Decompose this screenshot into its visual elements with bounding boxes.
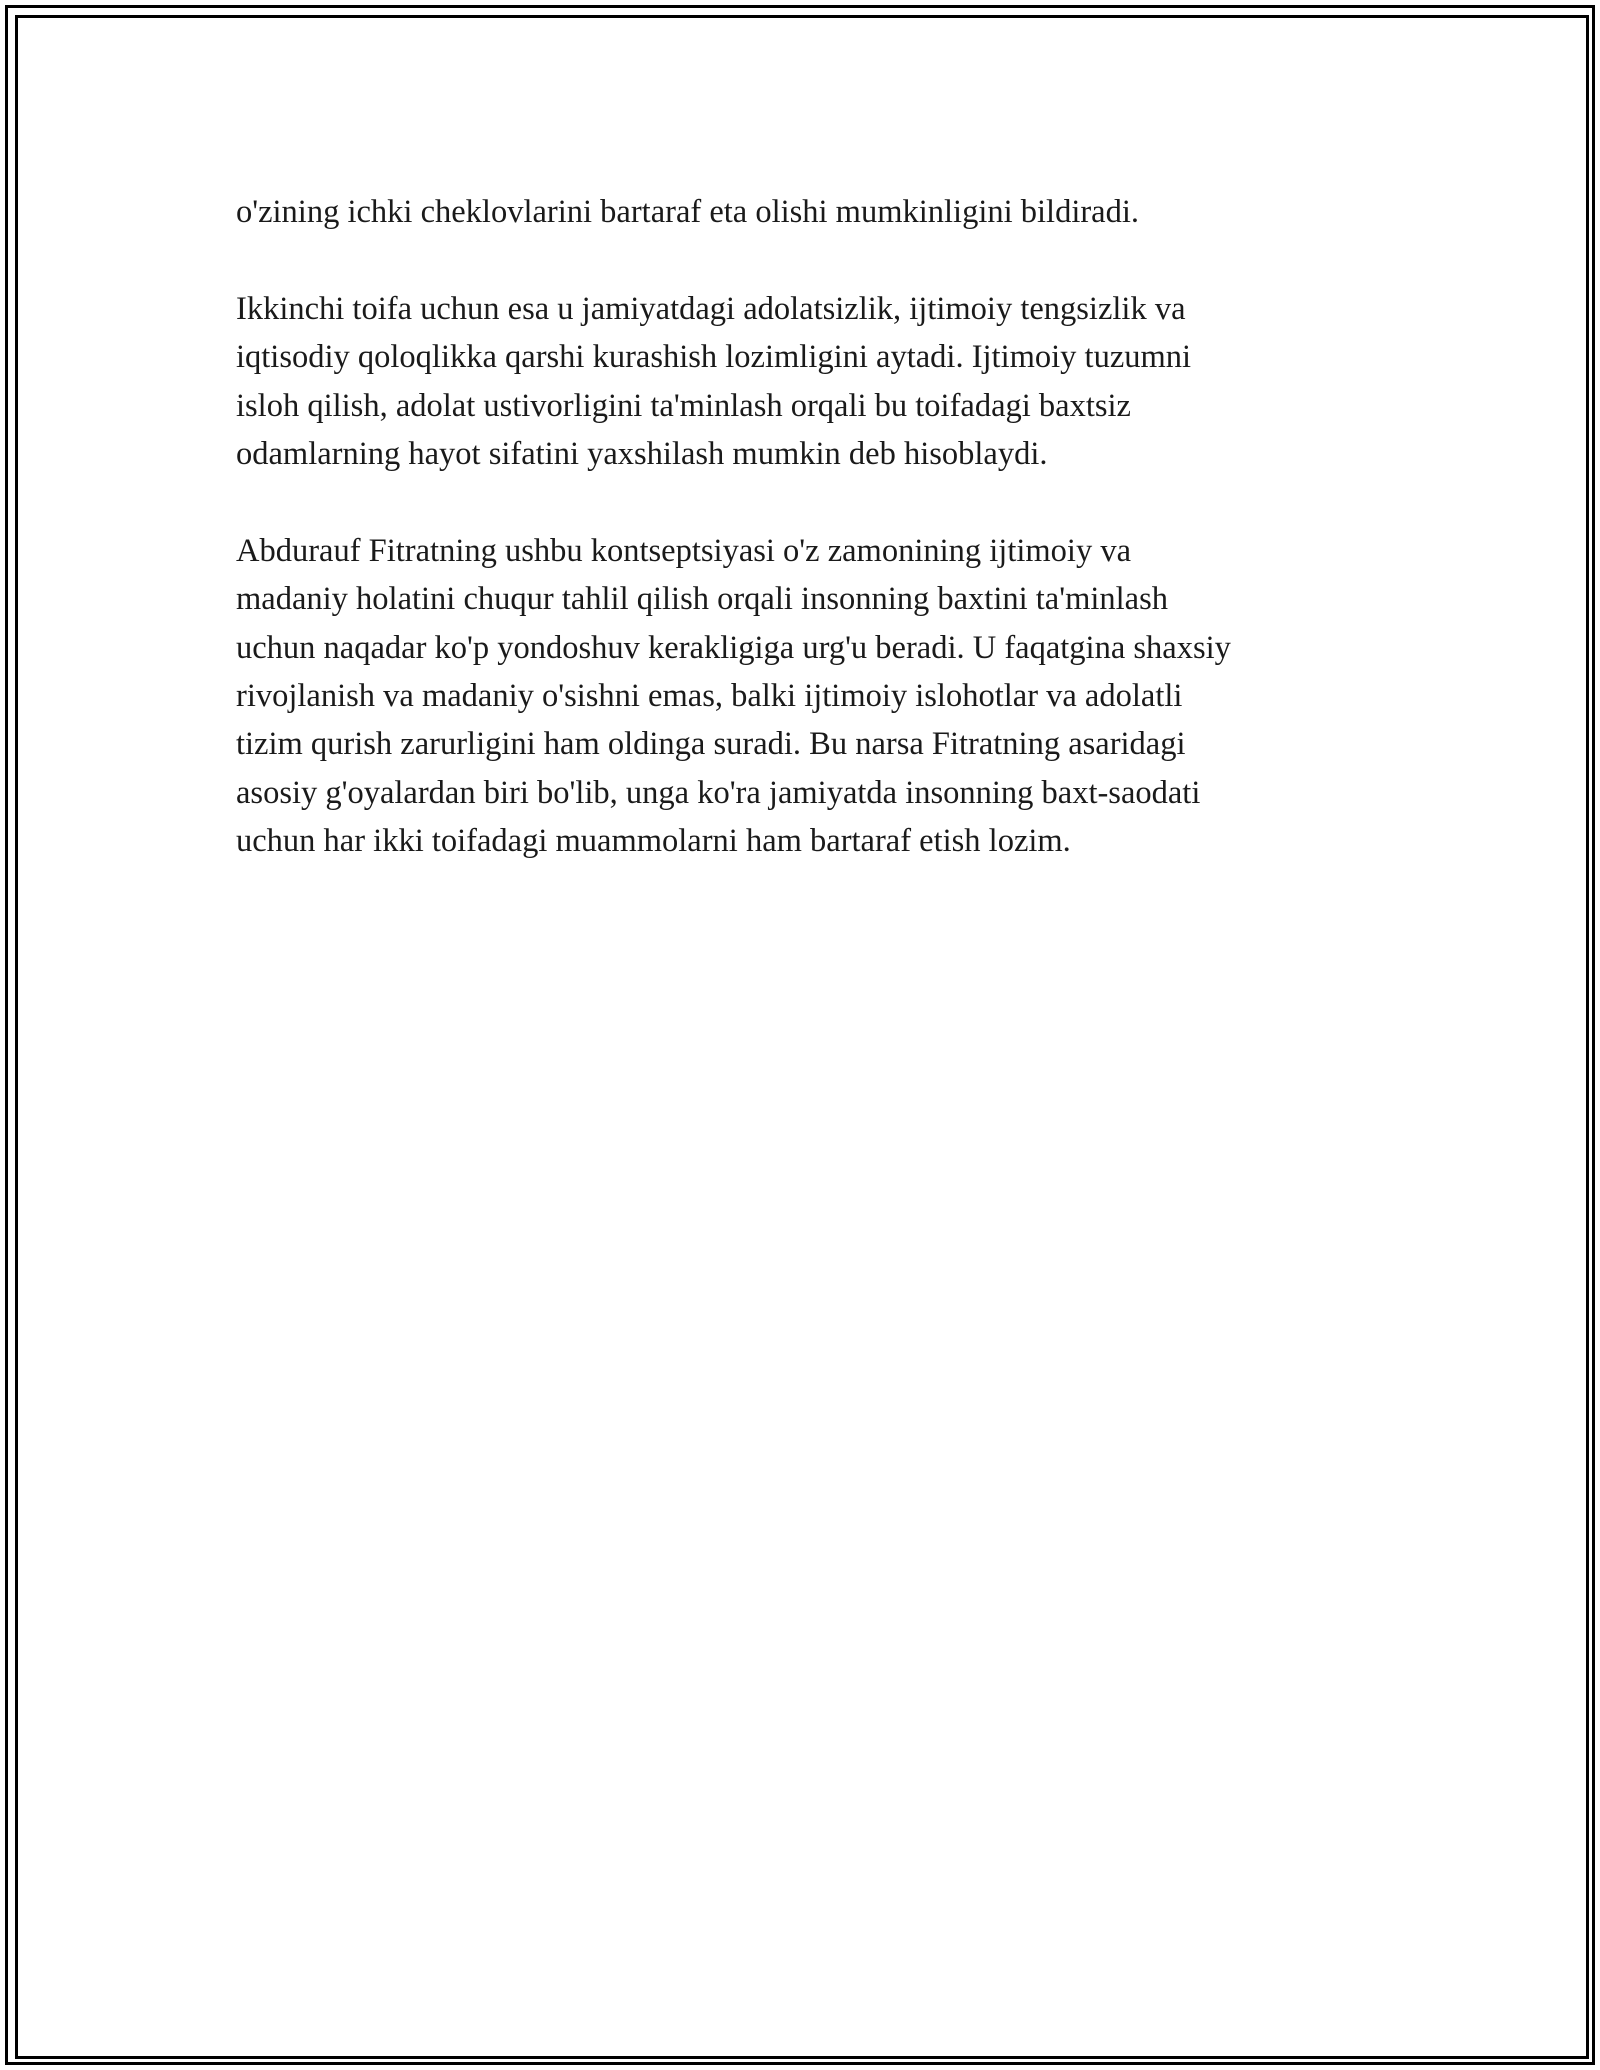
text-line: uchun naqadar ko'p yondoshuv kerakligiga urg'u beradi. U faqatgina shaxsiy [236, 629, 1231, 666]
text-line: isloh qilish, adolat ustivorligini ta'minlash orqali bu toifadagi baxtsiz [236, 387, 1131, 424]
text-line: madaniy holatini chuqur tahlil qilish orqali insonning baxtini ta'minlash [236, 581, 1168, 618]
text-line: Ikkinchi toifa uchun esa u jamiyatdagi adolatsizlik, ijtimoiy tengsizlik va [236, 290, 1186, 327]
text-line: iqtisodiy qoloqlikka qarshi kurashish lozimligini aytadi. Ijtimoiy tuzumni [236, 339, 1192, 376]
text-line: uchun har ikki toifadagi muammolarni ham bartaraf etish lozim. [236, 823, 1071, 860]
text-line: o'zining ichki cheklovlarini bartaraf eta olishi mumkinligini bildiradi. [236, 194, 1140, 230]
paragraph [236, 527, 1386, 866]
text-line: odamlarning hayot sifatini yaxshilash mumkin deb hisoblaydi. [236, 436, 1048, 473]
text-line: rivojlanish va madaniy o'sishni emas, balki ijtimoiy islohotlar va adolatli [236, 678, 1183, 715]
text-line: Abdurauf Fitratning ushbu kontseptsiyasi o'z zamonining ijtimoiy va [236, 532, 1131, 569]
text-line: tizim qurish zarurligini ham oldinga suradi. Bu narsa Fitratning asaridagi [236, 726, 1186, 763]
paragraph [236, 285, 1386, 479]
document-body [236, 188, 1386, 914]
text-line: asosiy g'oyalardan biri bo'lib, unga ko'ra jamiyatda insonning baxt-saodati [236, 774, 1201, 811]
paragraph [236, 188, 1386, 236]
